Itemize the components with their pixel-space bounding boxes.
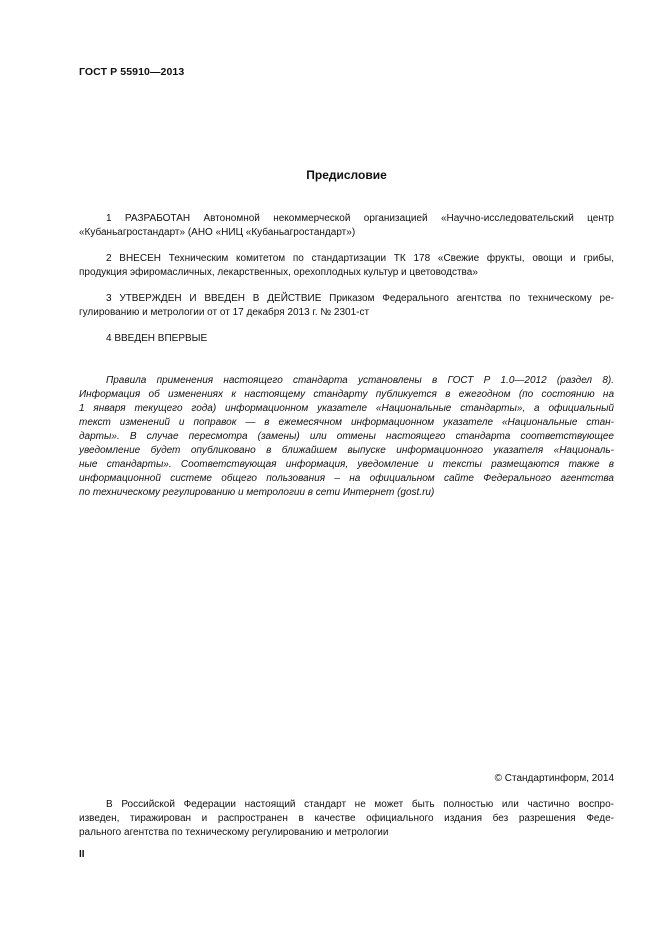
page-title: Предисловие: [306, 168, 387, 182]
copyright: © Стандартинформ, 2014: [494, 773, 614, 784]
legal-line-3: рального агентства по техническому регулированию и метрологии: [79, 827, 389, 838]
notice-line-9: по техническому регулированию и метрологии в сети Интернет (gost.ru): [79, 487, 435, 498]
notice-line-5: дарты». В случае пересмотра (замены) или отмены настоящего стандарта соответствующее: [79, 431, 614, 442]
page-number: II: [79, 849, 85, 860]
document-id: ГОСТ Р 55910—2013: [79, 66, 185, 78]
item-2-line-1: 2 ВНЕСЕН Техническим комитетом по стандартизации ТК 178 «Свежие фрукты, овощи и грибы,: [106, 253, 614, 264]
notice-line-2: Информация об изменениях к настоящему стандарту публикуется в ежегодном (по состоянию на: [79, 389, 614, 400]
notice-line-7: ные стандарты». Соответствующая информация, уведомление и тексты размещаются также в: [79, 459, 614, 470]
item-2-line-2: продукция эфиромасличных, лекарственных, орехоплодных культур и цветоводства»: [79, 267, 478, 278]
notice-line-1: Правила применения настоящего стандарта установлены в ГОСТ Р 1.0—2012 (раздел 8).: [106, 375, 614, 386]
item-1-line-1: 1 РАЗРАБОТАН Автономной некоммерческой организацией «Научно-исследовательский центр: [106, 213, 614, 224]
legal-line-1: В Российской Федерации настоящий стандарт не может быть полностью или частично воспро-: [106, 799, 614, 810]
item-1-line-2: «Кубаньагростандарт» (АНО «НИЦ «Кубаньагростандарт»): [79, 227, 356, 238]
item-3-line-1: 3 УТВЕРЖДЕН И ВВЕДЕН В ДЕЙСТВИЕ Приказом Федерального агентства по техническому ре-: [106, 293, 614, 304]
notice-line-6: уведомление будет опубликовано в ближайшем выпуске информационного указателя «Националь-: [79, 445, 614, 456]
notice-line-8: информационной системе общего пользования – на официальном сайте Федерального агентства: [79, 473, 614, 484]
item-4-line-1: 4 ВВЕДЕН ВПЕРВЫЕ: [106, 333, 208, 344]
legal-line-2: изведен, тиражирован и распространен в качестве официального издания без разрешения Феде-: [79, 813, 614, 824]
item-3-line-2: гулированию и метрологии от от 17 декабря 2013 г. № 2301-ст: [79, 307, 370, 318]
notice-line-4: текст изменений и поправок — в ежемесячном информационном указателе «Национальные стан-: [79, 417, 614, 428]
notice-line-3: 1 января текущего года) информационном указателе «Национальные стандарты», а официальный: [79, 403, 614, 414]
